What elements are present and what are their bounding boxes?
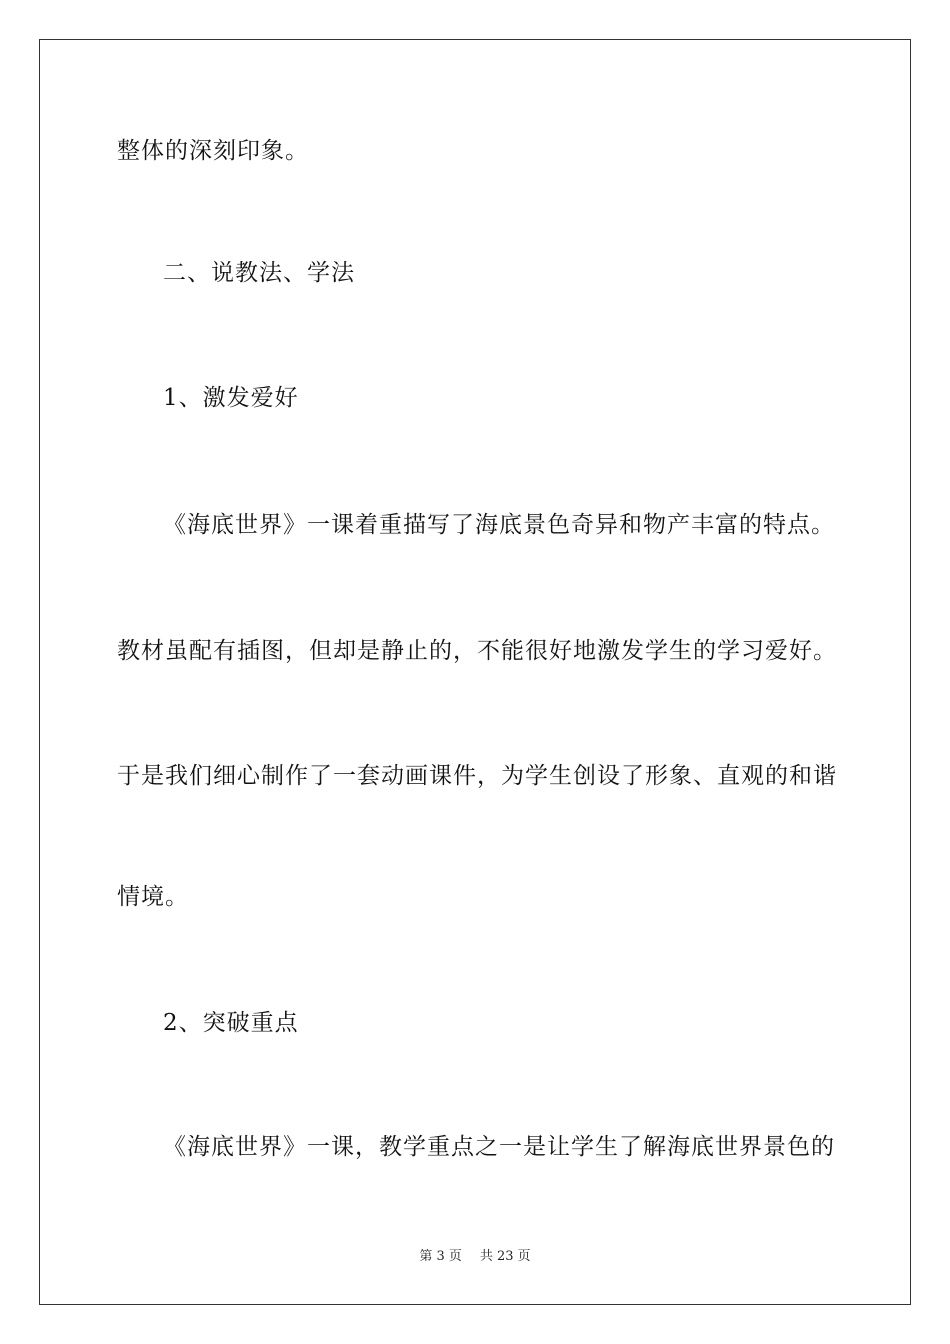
body-text-line: 《海底世界》一课着重描写了海底景色奇异和物产丰富的特点。 [163,512,835,538]
body-text-line: 整体的深刻印象。 [117,138,309,164]
body-text-line: 《海底世界》一课，教学重点之一是让学生了解海底世界景色的 [163,1134,835,1160]
subsection-heading: 1、激发爱好 [163,385,299,411]
body-text-line: 于是我们细心制作了一套动画课件，为学生创设了形象、直观的和谐 [117,763,837,789]
page-border [39,39,911,1305]
body-text-line: 教材虽配有插图，但却是静止的，不能很好地激发学生的学习爱好。 [117,638,837,664]
body-text-line: 情境。 [117,884,189,910]
page-total: 共 23 页 [479,1249,531,1264]
subsection-heading: 2、突破重点 [163,1010,299,1036]
section-heading: 二、说教法、学法 [163,260,355,286]
page-number: 第 3 页 [419,1249,462,1264]
page-footer [0,1249,950,1265]
